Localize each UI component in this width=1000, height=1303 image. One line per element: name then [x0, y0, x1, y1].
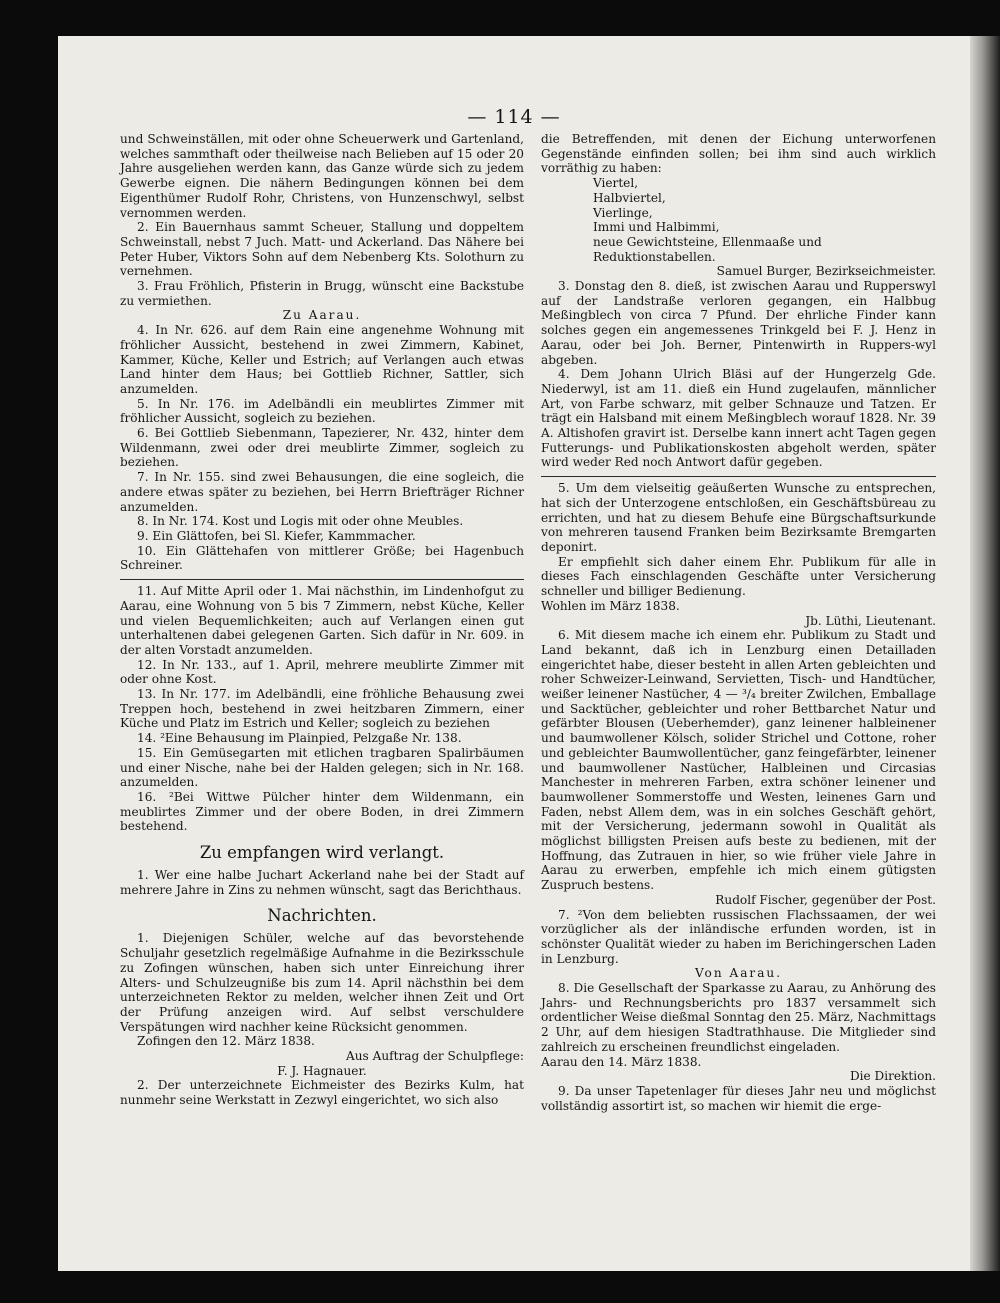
- ad-paragraph: und Schweinställen, mit oder ohne Scheuerwerk und Gartenland, welches sammthaft oder theilweise nach Belieben auf 15 oder 20 Jahre ausgeliehen werden kann, das Ganze würde sich zu jedem Gewerbe eignen. Die nähern Bedingungen können bei dem Eigenthümer Rudolf Rohr, Christens, von Hunzenschwyl, selbst vernommen werden.: [120, 132, 524, 220]
- newspaper-page: [58, 36, 970, 1271]
- ad-paragraph: 3. Frau Fröhlich, Pfisterin in Brugg, wünscht eine Backstube zu vermiethen.: [120, 279, 524, 308]
- list-item: Halbviertel,: [593, 190, 666, 205]
- ad-paragraph: 7. In Nr. 155. sind zwei Behausungen, die eine sogleich, die andere etwas später zu beziehen, bei Herrn Briefträger Richner anzumelden.: [120, 470, 524, 514]
- notice-paragraph: die Betreffenden, mit denen der Eichung unterworfenen Gegenstände einfinden sollen; bei ihm sind auch wirklich vorräthig zu haben:: [541, 132, 936, 176]
- right-column: [541, 132, 936, 1113]
- notice-paragraph: 9. Da unser Tapetenlager für dieses Jahr neu und möglichst vollständig assortirt ist, so machen wir hiemit die erge-: [541, 1084, 936, 1113]
- notice-signature: Samuel Burger, Bezirkseichmeister.: [716, 264, 936, 279]
- list-item: Immi und Halbimmi,: [593, 220, 720, 235]
- notice-signature: Aus Auftrag der Schulpflege:: [346, 1049, 524, 1064]
- ad-paragraph: 6. Bei Gottlieb Siebenmann, Tapezierer, Nr. 432, hinter dem Wildenmann, zwei oder drei meublirte Zimmer, sogleich zu beziehen.: [120, 426, 524, 470]
- ad-paragraph: 13. In Nr. 177. im Adelbändli, eine fröhliche Behausung zwei Treppen hoch, bestehend in zwei heitzbaren Zimmern, einer Küche und Platz im Estrich und Keller; sogleich zu beziehen: [120, 687, 524, 731]
- page-edge-shadow: [970, 36, 1000, 1271]
- section-heading-nachrichten: Nachrichten.: [267, 906, 377, 926]
- notice-paragraph: 1. Diejenigen Schüler, welche auf das bevorstehende Schuljahr gesetzlich regelmäßige Aufnahme in die Bezirksschule zu Zofingen wünschen, haben sich unter Einreichung ihrer Alters- und Schulzeugniße bis zum 14. April nächsthin bei dem unterzeichneten Rektor zu melden, welcher ihnen Zeit und Ort der Prüfung anzeigen wird. Auf selbst verschuldere Verspätungen wird nachher keine Rücksicht genommen.: [120, 931, 524, 1034]
- notice-signature: Die Direktion.: [849, 1069, 936, 1084]
- notice-paragraph: Er empfiehlt sich daher einem Ehr. Publikum für alle in dieses Fach einschlagenden Geschäfte unter Versicherung schneller und billiger Bedienung.: [541, 554, 936, 599]
- ad-paragraph: 2. Ein Bauernhaus sammt Scheuer, Stallung und doppeltem Schweinstall, nebst 7 Juch. Matt- und Ackerland. Das Nähere bei Peter Huber, Viktors Sohn auf dem Nebenberg Kts. Solothurn zu vernehmen.: [120, 220, 524, 279]
- notice-date: Aarau den 14. März 1838.: [541, 1054, 702, 1069]
- ad-paragraph: 8. In Nr. 174. Kost und Logis mit oder ohne Meubles.: [137, 514, 464, 529]
- notice-paragraph: 6. Mit diesem mache ich einem ehr. Publikum zu Stadt und Land bekannt, daß ich in Lenzburg einen Detailladen eingerichtet habe, dieser besteht in allen Arten gebleichten und roher Schweizer-Leinwand, Servietten, Tisch- und Handtücher, weißer leinener Nastücher, 4 — ³/₄ breiter Zwilchen, Emballage und Sacktücher, gebleichter und roher Bettbarchet Natur und gefärbter Blousen (Ueberhemder), ganz leinener halbleinener und baumwollener Kölsch, solider Strichel und Cottone, roher und gebleichter Baumwollentücher, ganz feingefärbter, leinener und baumwollener Nastücher, Halbleinen und Circasias Manchester in mehreren Farben, extra schöner leinener und baumwollener Sommerstoffe und Westen, leinenes Garn und Faden, nebst Allem dem, was in ein solches Geschäft gehört, mit der Versicherung, jedermann sowohl in Qualität als möglichst billigsten Preisen aufs beste zu bedienen, mit der Hoffnung, das Zutrauen in hier, so wie früher viele Jahre in Aarau zu erwerben, empfehle ich mich einem gütigsten Zuspruch bestens.: [541, 628, 936, 893]
- section-subheading: Zu Aarau.: [282, 308, 362, 323]
- notice-paragraph: 3. Donstag den 8. dieß, ist zwischen Aarau und Rupperswyl auf der Landstraße verloren gegangen, ein Halbbug Meßingblech von circa 7 Pfund. Der ehrliche Finder kann solches gegen ein angemessenes Trinkgeld bei F. J. Henz in Aarau, oder bei Joh. Berner, Pintenwirth in Ruppers-wyl abgeben.: [541, 279, 936, 367]
- column-divider: [541, 476, 936, 477]
- ad-paragraph: 9. Ein Glättofen, bei Sl. Kiefer, Kammmacher.: [137, 528, 416, 543]
- notice-signature: Jb. Lüthi, Lieutenant.: [805, 613, 936, 628]
- page-number: — 114 —: [467, 106, 561, 128]
- ad-paragraph: 11. Auf Mitte April oder 1. Mai nächsthin, im Lindenhofgut zu Aarau, eine Wohnung von 5 bis 7 Zimmern, nebst Küche, Keller und vielen Bequemlichkeiten; auch auf Verlangen einen gut unterhaltenen dabei gelegenen Garten. Sich dafür in Nr. 609. in der alten Vorstadt anzumelden.: [120, 584, 524, 657]
- ad-paragraph: 12. In Nr. 133., auf 1. April, mehrere meublirte Zimmer mit oder ohne Kost.: [120, 657, 524, 687]
- section-heading-empfangen: Zu empfangen wird verlangt.: [199, 843, 445, 863]
- notice-signature: F. J. Hagnauer.: [277, 1063, 367, 1078]
- ad-paragraph: 14. ²Eine Behausung im Plainpied, Pelzgaße Nr. 138.: [137, 731, 462, 746]
- list-item: neue Gewichtsteine, Ellenmaaße und Reduktionstabellen.: [593, 234, 822, 264]
- ad-paragraph: 4. In Nr. 626. auf dem Rain eine angenehme Wohnung mit fröhlicher Aussicht, bestehend in zwei Zimmern, Kabinet, Kammer, Küche, Keller und Estrich; auf Verlangen auch etwas Land hinter dem Haus; bei Gottlieb Richner, Sattler, sich anzumelden.: [120, 323, 524, 396]
- notice-signature: Rudolf Fischer, gegenüber der Post.: [715, 892, 936, 907]
- ad-paragraph: 1. Wer eine halbe Juchart Ackerland nahe bei der Stadt auf mehrere Jahre in Zins zu nehmen wünscht, sagt das Berichthaus.: [120, 868, 524, 897]
- left-column: [120, 132, 524, 1108]
- ad-paragraph: 10. Ein Glättehafen von mittlerer Größe; bei Hagenbuch Schreiner.: [120, 543, 524, 573]
- notice-paragraph: 8. Die Gesellschaft der Sparkasse zu Aarau, zu Anhörung des Jahrs- und Rechnungsberichts pro 1837 versammelt sich ordentlicher Weise dießmal Sonntag den 25. März, Nachmittags 2 Uhr, auf dem hiesigen Stadtrathhause. Die Mitglieder sind zahlreich zu erscheinen freundlichst eingeladen.: [541, 981, 937, 1054]
- notice-paragraph: 2. Der unterzeichnete Eichmeister des Bezirks Kulm, hat nunmehr seine Werkstatt in Zezwyl eingerichtet, wo sich also: [120, 1078, 524, 1108]
- notice-date: Wohlen im März 1838.: [541, 598, 680, 613]
- list-item: Vierlinge,: [593, 205, 653, 220]
- list-item: Viertel,: [593, 176, 639, 191]
- notice-paragraph: 5. Um dem vielseitig geäußerten Wunsche zu entsprechen, hat sich der Unterzogene entschloßen, ein Geschäftsbüreau zu errichten, und hat zu diesem Behufe eine Bürgschaftsurkunde von mehreren tausend Franken beim Bezirksamte Bremgarten deponirt.: [541, 481, 936, 554]
- section-subheading: Von Aarau.: [694, 966, 783, 981]
- item-list: [593, 176, 936, 264]
- ad-paragraph: 5. In Nr. 176. im Adelbändli ein meublirtes Zimmer mit fröhlicher Aussicht, sogleich zu beziehen.: [120, 396, 524, 426]
- ad-paragraph: 15. Ein Gemüsegarten mit etlichen tragbaren Spalirbäumen und einer Nische, nahe bei der Halden gelegen; sich in Nr. 168. anzumelden.: [120, 745, 524, 790]
- notice-paragraph: 4. Dem Johann Ulrich Bläsi auf der Hungerzelg Gde. Niederwyl, ist am 11. dieß ein Hund zugelaufen, männlicher Art, von Farbe schwarz, mit gelber Schnauze und Tatzen. Er trägt ein Halsband mit einem Meßingblech worauf 1828. Nr. 39 A. Altishofen gravirt ist. Derselbe kann innert acht Tagen gegen Futterungs- und Publikationskosten abgeholt werden, später wird weder Red noch Antwort dafür gegeben.: [541, 367, 936, 470]
- ad-paragraph: 16. ²Bei Wittwe Pülcher hinter dem Wildenmann, ein meublirtes Zimmer und der obere Boden, in drei Zimmern bestehend.: [120, 789, 524, 834]
- notice-date: Zofingen den 12. März 1838.: [137, 1034, 315, 1049]
- column-divider: [120, 579, 524, 580]
- notice-paragraph: 7. ²Von dem beliebten russischen Flachssaamen, der wei vorzüglicher als der inländische erfunden worden, ist in schönster Qualität wieder zu haben im Berichingerschen Laden in Lenzburg.: [541, 907, 936, 966]
